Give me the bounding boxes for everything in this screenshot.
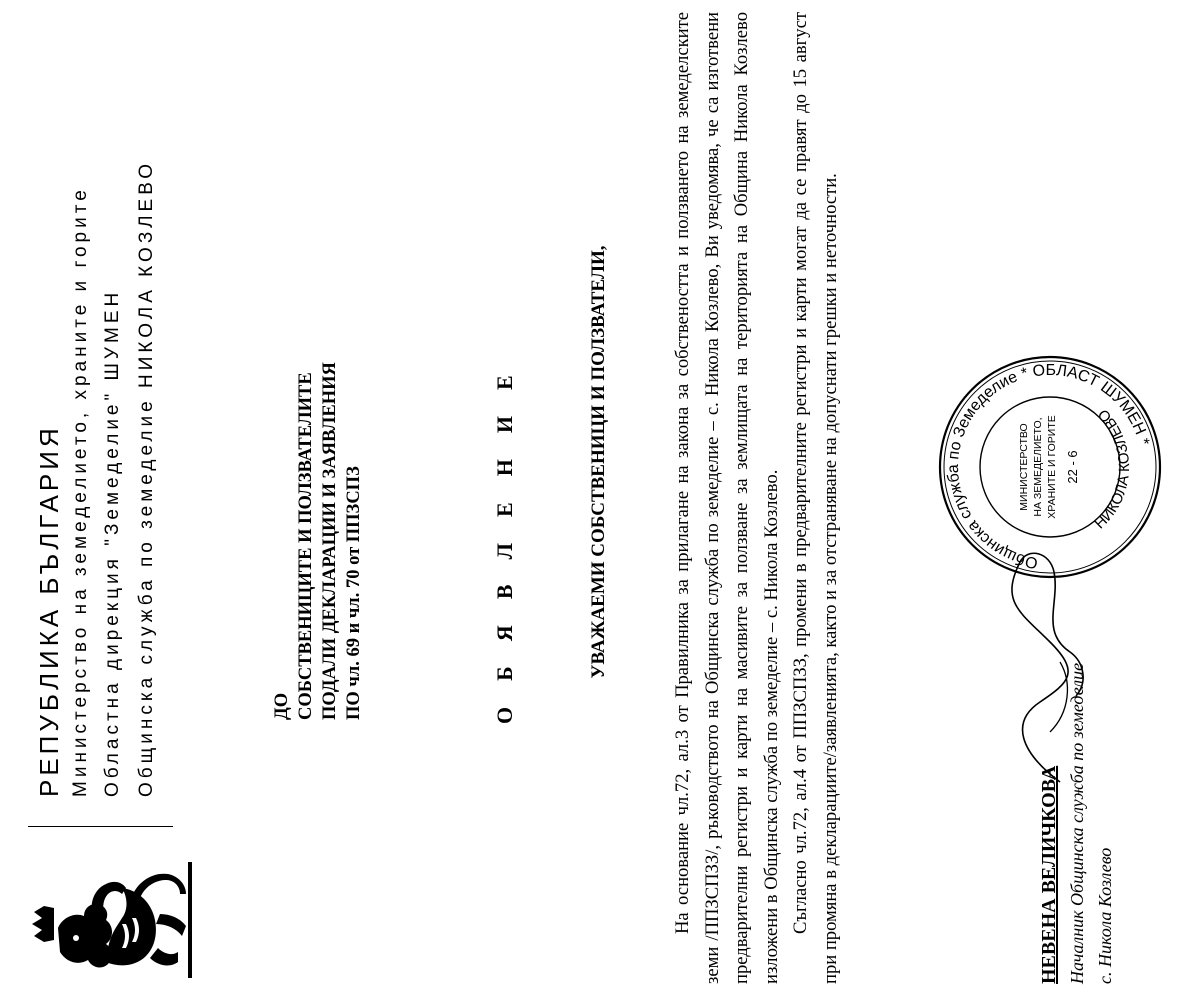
addressee-line: ПО чл. 69 и чл. 70 от ППЗСПЗ [344,466,364,720]
bulgarian-lion-emblem-icon [32,858,197,982]
addressee-block [270,160,366,720]
signatory-position: Началник Общинска служба по земеделие [1067,662,1087,984]
signatory-name: НЕВЕНА ВЕЛИЧКОВА [1038,765,1060,984]
letterhead-municipal-service: Общинска служба по земеделие НИКОЛА КОЗЛЕВО [136,159,157,797]
body-paragraph: Съгласно чл.72, ал.4 от ППЗСПЗЗ, промени в предварителните регистри и карти могат да се правят до 15 август при промяна в декларациите/заявленията, както и за отстраняване на допуснати грешки и неточности. [790,12,841,984]
stamp-inner-line: ХРАНИТЕ И ГОРИТЕ [1046,415,1058,519]
stamp-code: 22 - 6 [1065,450,1080,484]
letterhead-divider [28,826,173,827]
letterhead-ministry: Министерство на земеделието, храните и горите [70,186,91,797]
letterhead-regional-directorate: Областна дирекция "Земеделие" ШУМЕН [102,288,123,797]
body-text [668,12,845,984]
stamp-inner-line: МИНИСТЕРСТВО [1018,423,1030,511]
salutation: УВАЖАЕМИ СОБСТВЕНИЦИ И ПОЛЗВАТЕЛИ, [588,245,609,679]
letterhead-country: РЕПУБЛИКА БЪЛГАРИЯ [34,424,64,797]
addressee-line: ПОДАЛИ ДЕКЛАРАЦИИ И ЗАЯВЛЕНИЯ [320,362,340,720]
signatory-location: с. Никола Козлево [1095,847,1115,984]
addressee-line: ДО [272,692,292,720]
stamp-outer-text: Общинска служба по Земеделие * ОБЛАСТ ШУМЕН * [944,361,1153,572]
signature-block [1035,424,1119,984]
document-title: ОБЯВЛЕНИЕ [492,349,517,724]
stamp-inner-line: НА ЗЕМЕДЕЛИЕТО, [1032,417,1044,517]
stamp-bottom-text: НИКОЛА КОЗЛЕВО [1091,405,1134,533]
body-paragraph: На основание чл.72, ал.3 от Правилника за прилагане на закона за собствеността и ползването на земеделските земи /ППЗСПЗЗ/, ръководството на Общинска служба по земеделие – с. Никола Козлево, Ви уведомява, че са изготвени предварителни регистри и карти на масивите за ползване за землищата на територията на Община Никола Козлево изложени в Общинска служба по земеделие – с. Никола Козлево. [672,12,782,984]
addressee-line: СОБСТВЕНИЦИТЕ И ПОЛЗВАТЕЛИТЕ [296,372,316,720]
